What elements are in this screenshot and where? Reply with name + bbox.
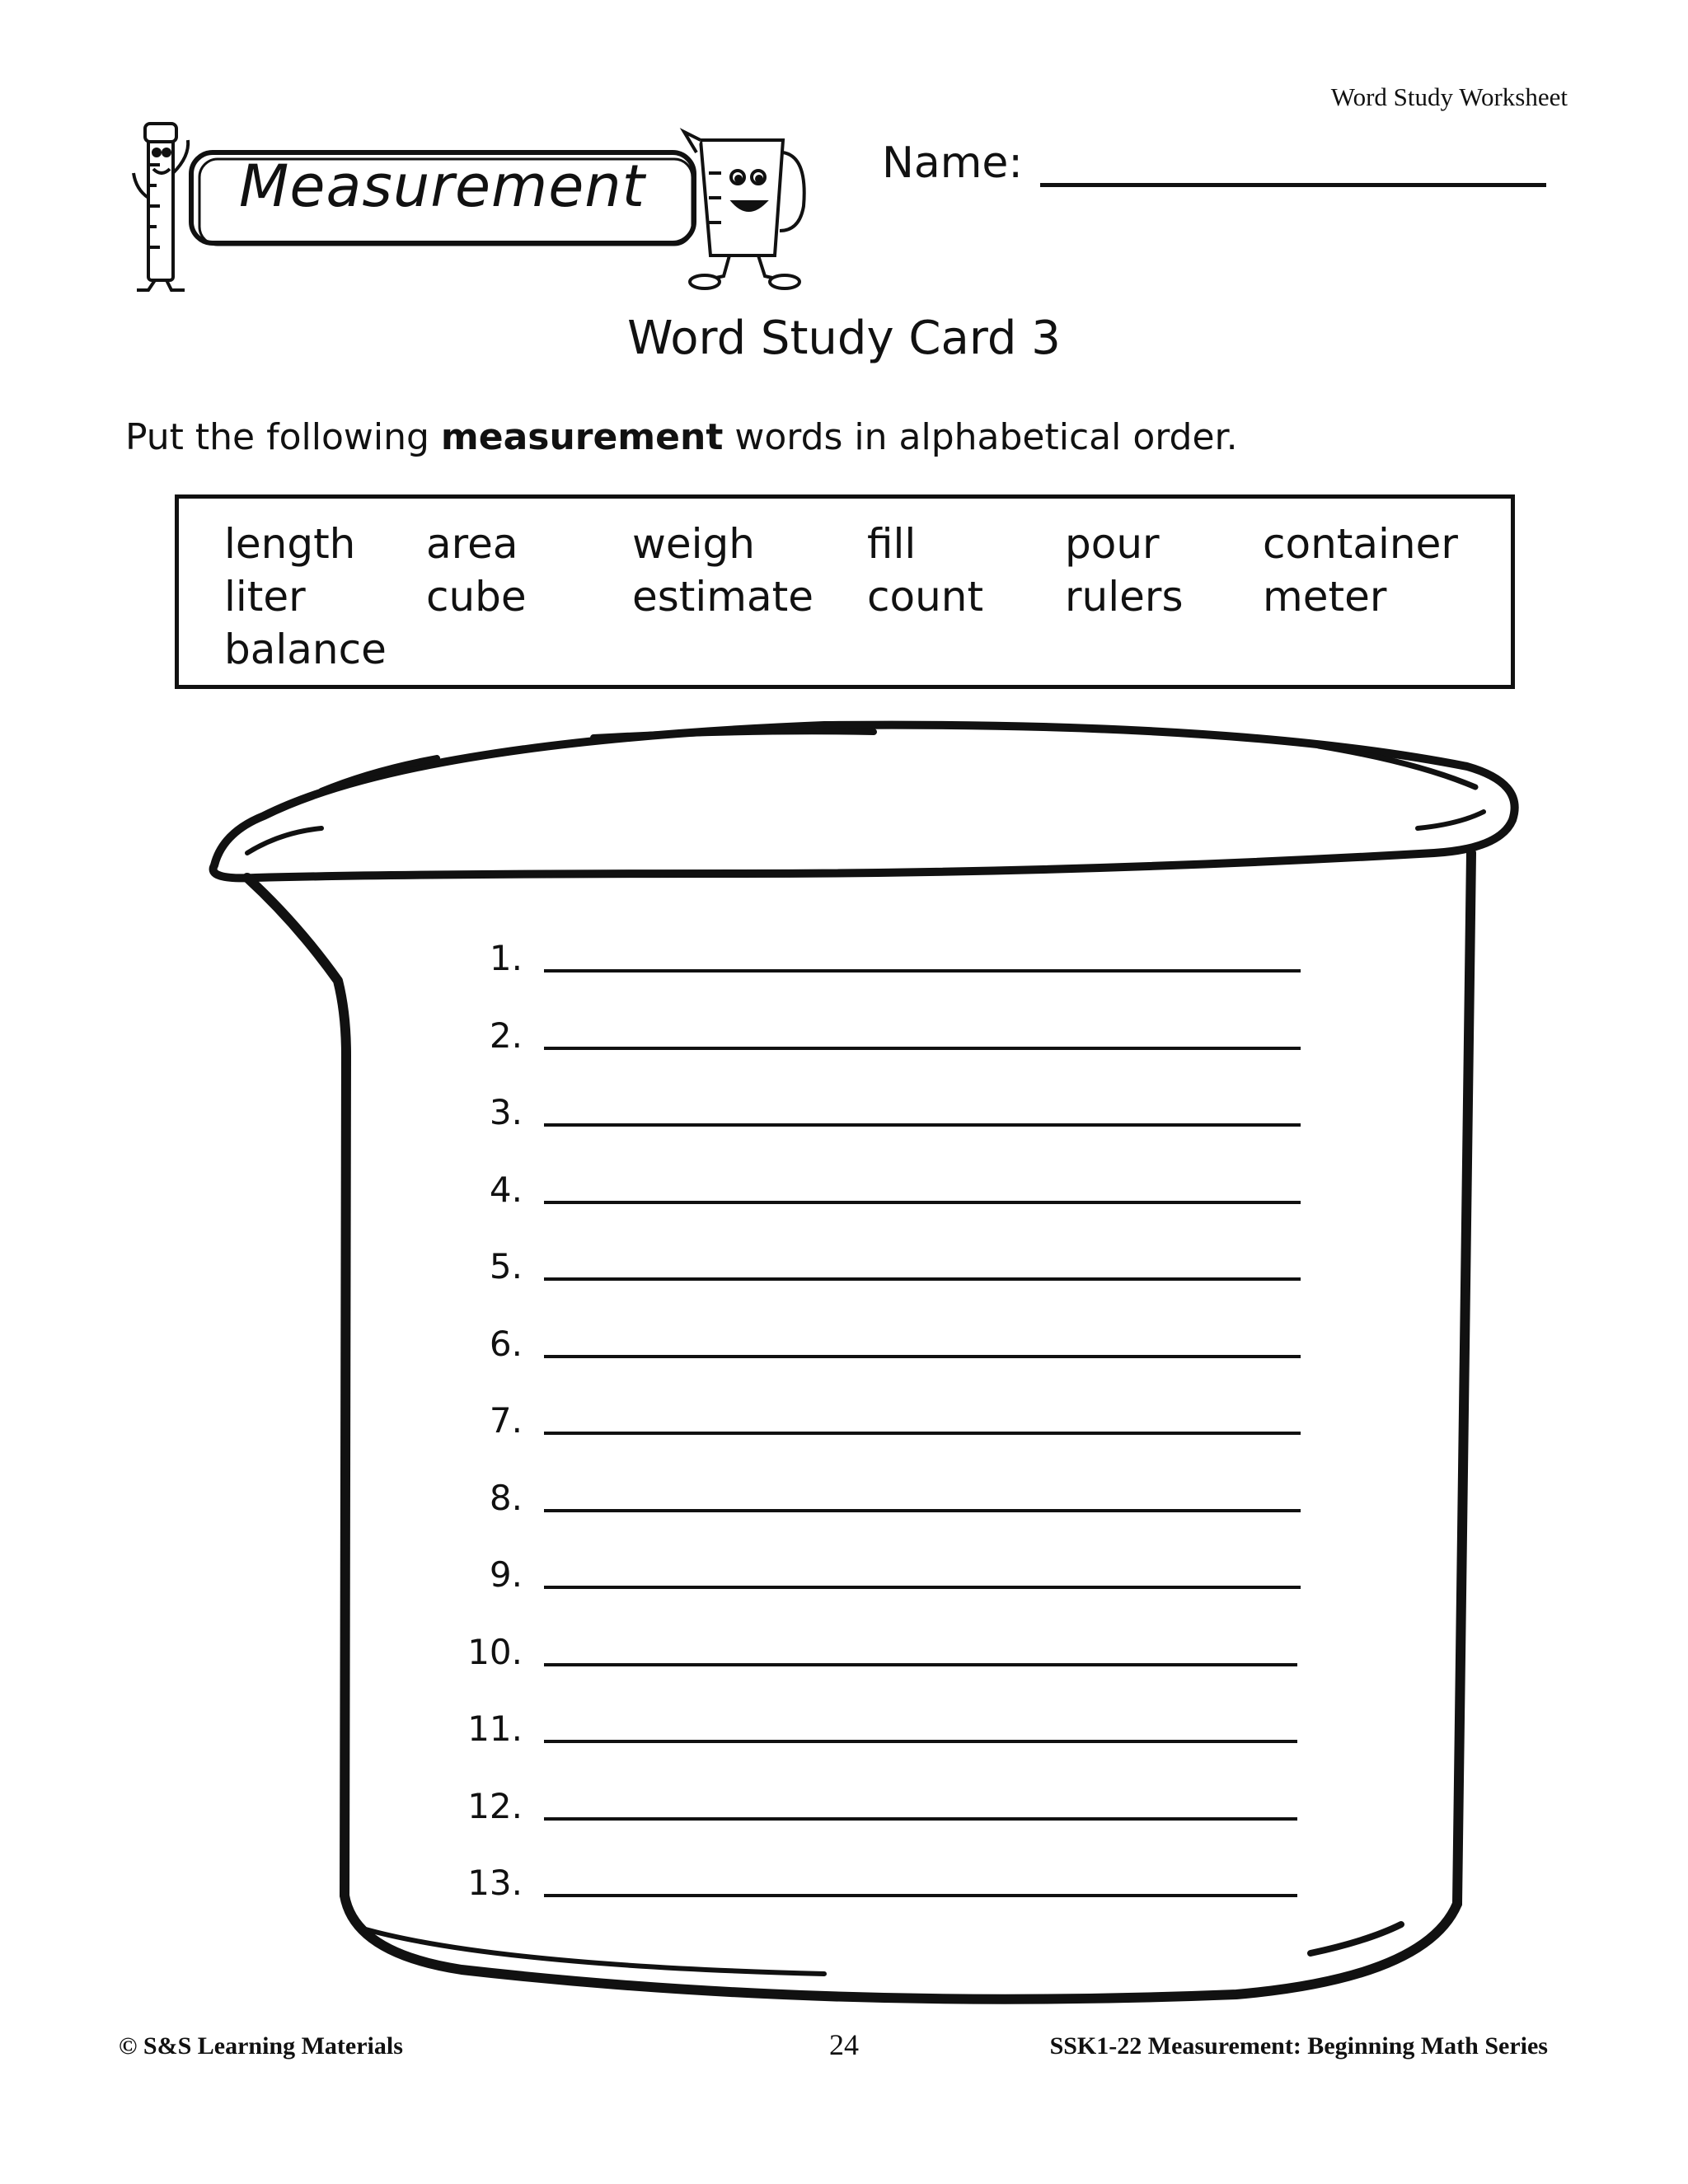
word-bank-item: meter [1263, 573, 1387, 621]
answer-line[interactable] [544, 1047, 1301, 1050]
word-bank-item: liter [224, 573, 306, 621]
answer-number: 4. [489, 1169, 523, 1210]
word-bank-item: area [426, 520, 518, 568]
answer-line[interactable] [544, 1817, 1297, 1821]
word-bank-item: balance [224, 626, 387, 673]
word-bank-item: pour [1065, 520, 1160, 568]
footer-series: SSK1-22 Measurement: Beginning Math Series [1049, 2032, 1548, 2060]
instruction-before: Put the following [125, 416, 441, 458]
worksheet-label: Word Study Worksheet [1330, 82, 1568, 111]
answer-line[interactable] [544, 1894, 1297, 1897]
answer-line[interactable] [544, 969, 1301, 972]
instruction-after: words in alphabetical order. [723, 416, 1238, 458]
page-number: 24 [829, 2028, 859, 2061]
word-bank-item: weigh [632, 520, 755, 568]
answer-number: 9. [489, 1554, 523, 1595]
word-bank-item: container [1263, 520, 1458, 568]
word-bank-item: count [867, 573, 984, 621]
answer-line[interactable] [544, 1586, 1301, 1589]
banner-title: Measurement [239, 152, 646, 220]
word-bank-item: cube [426, 573, 527, 621]
word-bank-item: fill [867, 520, 917, 568]
footer-copyright: © S&S Learning Materials [119, 2032, 403, 2060]
answer-number: 13. [467, 1863, 523, 1903]
name-label: Name: [882, 138, 1023, 188]
answer-number: 12. [467, 1785, 523, 1826]
answer-line[interactable] [544, 1509, 1301, 1512]
answer-line[interactable] [544, 1277, 1301, 1281]
answer-line[interactable] [544, 1740, 1297, 1743]
answer-number: 2. [489, 1015, 523, 1056]
answer-number: 3. [489, 1092, 523, 1132]
answer-line[interactable] [544, 1201, 1301, 1204]
word-bank-item: estimate [632, 573, 814, 621]
card-title: Word Study Card 3 [627, 312, 1061, 365]
answer-number: 5. [489, 1246, 523, 1286]
answer-line[interactable] [544, 1355, 1301, 1358]
answer-number: 6. [489, 1323, 523, 1364]
answer-number: 11. [467, 1708, 523, 1749]
word-bank-item: length [224, 520, 356, 568]
word-bank-item: rulers [1065, 573, 1184, 621]
answer-number: 8. [489, 1477, 523, 1518]
answer-number: 1. [489, 938, 523, 978]
answer-number: 7. [489, 1400, 523, 1441]
answer-line[interactable] [544, 1432, 1301, 1435]
answer-number: 10. [467, 1631, 523, 1672]
instruction-bold: measurement [440, 416, 724, 458]
answer-line[interactable] [544, 1663, 1297, 1666]
answer-line[interactable] [544, 1123, 1301, 1127]
